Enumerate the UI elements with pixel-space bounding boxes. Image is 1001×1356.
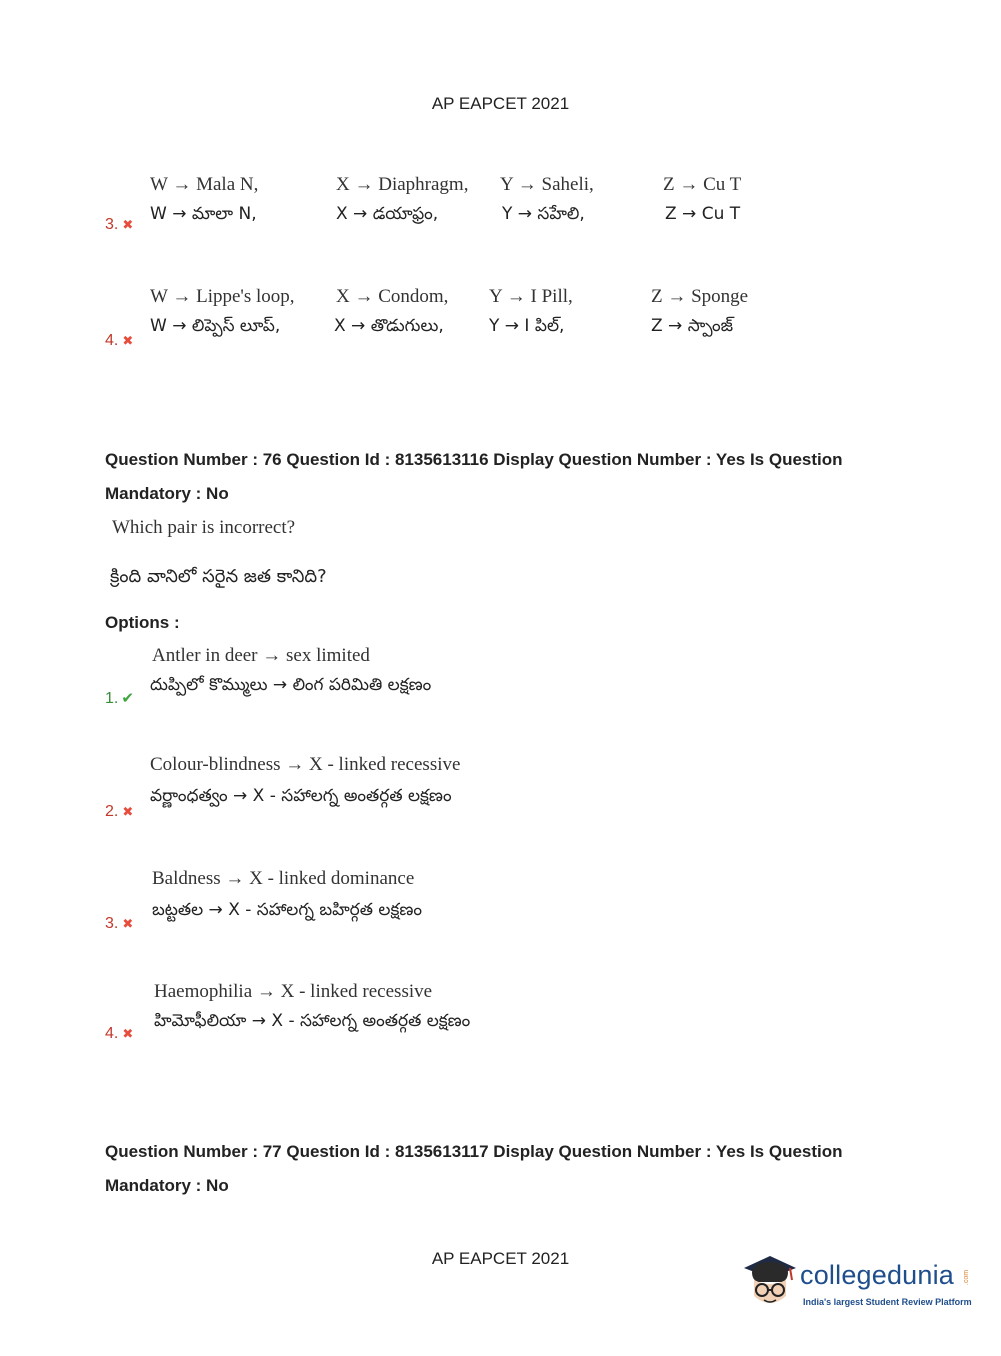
- prev-opt4-te-x: X → తొడుగులు,: [334, 316, 444, 336]
- prev-opt4-en-y: Y → I Pill,: [489, 286, 573, 307]
- collegedunia-logo: [740, 1250, 970, 1316]
- logo-suffix: .com: [963, 1269, 971, 1286]
- q76-opt1-number: 1. ✔: [105, 690, 134, 707]
- q76-opt3-en: Baldness → X - linked dominance: [152, 868, 415, 889]
- q77-header-line2: Mandatory : No: [105, 1176, 229, 1195]
- q76-option-4: [0, 979, 1001, 1049]
- cross-icon: ✖: [122, 804, 134, 819]
- prev-opt4-te-w: W → లిప్పెస్ లూప్,: [150, 316, 281, 336]
- prev-opt3-te-y: Y → సహేలి,: [502, 204, 585, 224]
- prev-opt3-te-x: X → డయాఫ్రం,: [336, 204, 439, 224]
- q76-option-3: [0, 866, 1001, 938]
- q76-text-en: Which pair is incorrect?: [112, 517, 296, 538]
- q76-header-line2: Mandatory : No: [105, 484, 229, 503]
- q76-opt4-number: 4. ✖: [105, 1025, 134, 1042]
- prev-opt3-en-x: X → Diaphragm,: [336, 174, 469, 195]
- q76-opt2-te: వర్ణాంధత్వం → X - సహాలగ్న అంతర్గత లక్షణం: [150, 786, 452, 806]
- page-header: AP EAPCET 2021: [431, 94, 570, 113]
- q76-opt2-en: Colour-blindness → X - linked recessive: [150, 754, 461, 775]
- page-footer: AP EAPCET 2021: [431, 1249, 570, 1268]
- q76-opt2-number: 2. ✖: [105, 803, 134, 820]
- logo-wordmark: collegedunia: [800, 1260, 955, 1290]
- logo-tagline: India's largest Student Review Platform: [803, 1297, 972, 1307]
- prev-opt3-en-w: W → Mala N,: [150, 174, 259, 195]
- q76-opt1-en: Antler in deer → sex limited: [152, 645, 370, 666]
- prev-opt3-en-y: Y → Saheli,: [500, 174, 594, 195]
- prev-opt3-number: 3. ✖: [105, 216, 134, 233]
- q76-option-2: [0, 752, 1001, 824]
- prev-opt4-te-y: Y → I పిల్,: [489, 316, 565, 336]
- cross-icon: ✖: [122, 916, 134, 931]
- cross-icon: ✖: [122, 217, 134, 232]
- prev-opt4-number: 4. ✖: [105, 332, 134, 349]
- prev-opt4-te-z: Z → స్పాంజ్: [651, 316, 734, 336]
- cross-icon: ✖: [122, 333, 134, 348]
- q76-opt4-te: హిమోఫీలియా → X - సహాలగ్న అంతర్గత లక్షణం: [154, 1011, 471, 1031]
- prev-option-4: [0, 282, 1001, 354]
- q76-header-line1: Question Number : 76 Question Id : 8135613116 Display Question Number : Yes Is Question: [105, 450, 843, 469]
- prev-opt4-en-z: Z → Sponge: [651, 286, 749, 307]
- check-icon: ✔: [121, 690, 134, 707]
- q76-option-1: [0, 643, 1001, 713]
- q76-opt3-number: 3. ✖: [105, 915, 134, 932]
- prev-opt4-en-x: X → Condom,: [336, 286, 449, 307]
- q76-opt3-te: బట్టతల → X - సహాలగ్న బహిర్గత లక్షణం: [152, 900, 422, 920]
- prev-opt3-te-z: Z → Cu T: [665, 204, 741, 224]
- prev-opt3-te-w: W → మాలా N,: [150, 204, 257, 224]
- q76-text-te: క్రింది వానిలో సరైన జత కానిది?: [110, 566, 327, 587]
- prev-option-3: [0, 170, 1001, 240]
- prev-opt3-en-z: Z → Cu T: [663, 174, 742, 195]
- prev-opt4-en-w: W → Lippe's loop,: [150, 286, 295, 307]
- q76-opt1-te: దుప్పిలో కొమ్ములు → లింగ పరిమితి లక్షణం: [150, 675, 432, 695]
- q76-options-label: Options :: [105, 613, 180, 632]
- q76-opt4-en: Haemophilia → X - linked recessive: [154, 981, 433, 1002]
- student-mascot-icon: [740, 1250, 800, 1316]
- cross-icon: ✖: [122, 1026, 134, 1041]
- q77-header-line1: Question Number : 77 Question Id : 8135613117 Display Question Number : Yes Is Question: [105, 1142, 843, 1161]
